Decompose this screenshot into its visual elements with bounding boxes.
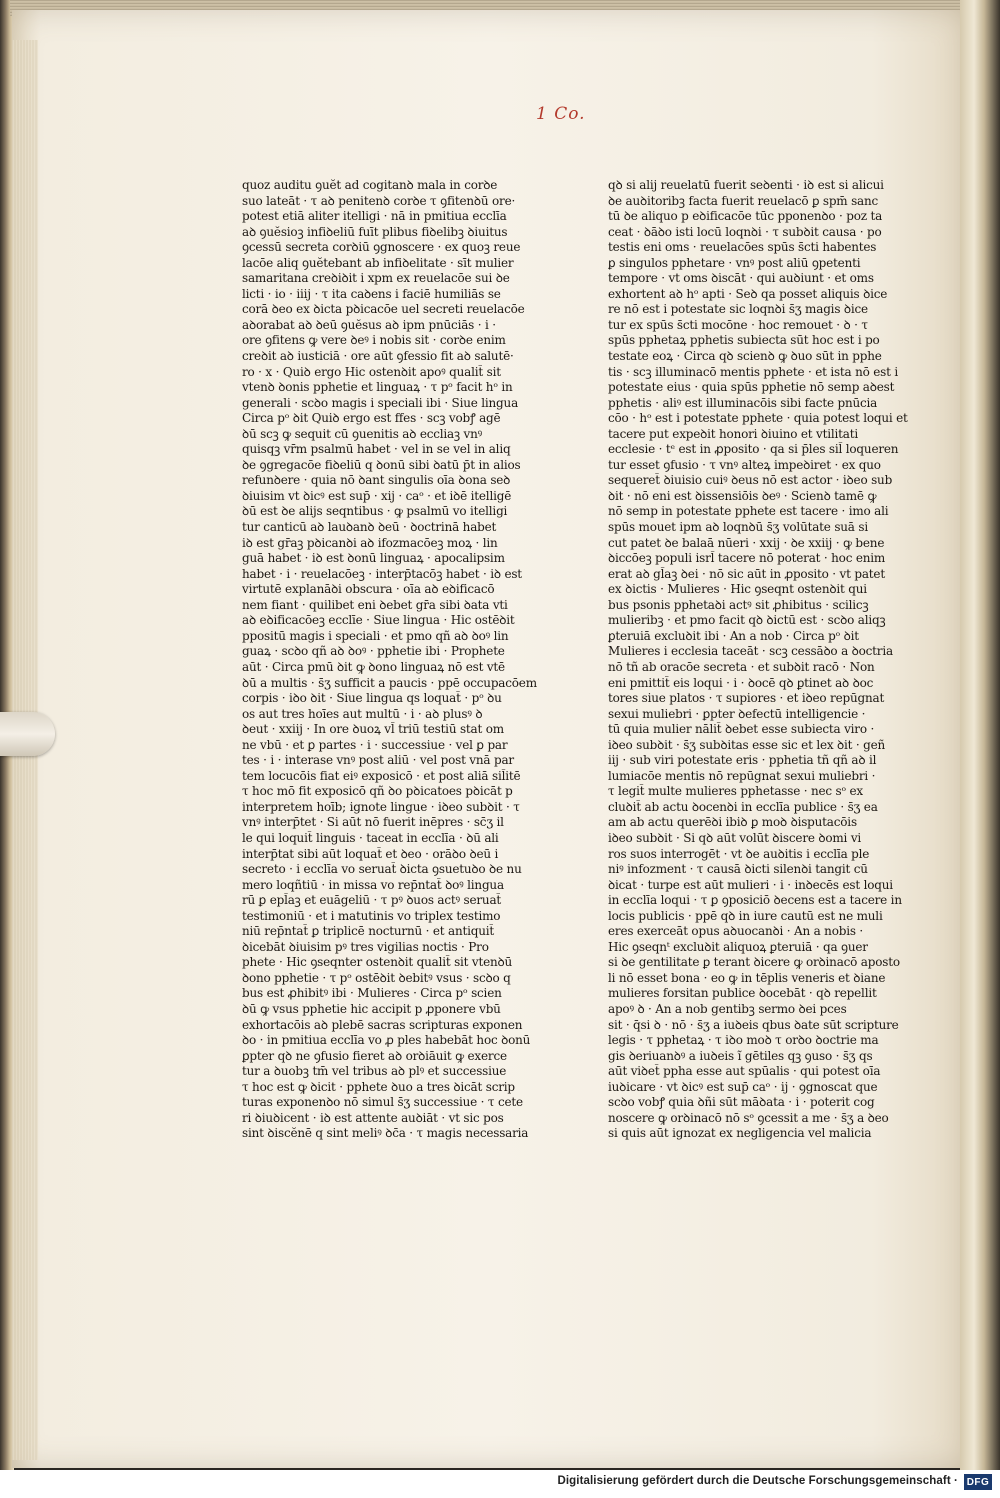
- text-line: ꝺū a multis · s̄ʒ sufficit a paucis · ppē occupacōem: [242, 675, 537, 690]
- text-line: lumiacōe mentis nō repūgnat sexui muliebri ·: [608, 768, 876, 783]
- page-right-edge: [960, 0, 1000, 1470]
- text-line: quoz auditu ꝯuĕt ad cogitanꝺ mala in corꝺe: [242, 178, 498, 192]
- funding-credit: Digitalisierung gefördert durch die Deutsche Forschungsgemeinschaft ·: [557, 1475, 958, 1487]
- text-line: tempore · vt oms ꝺiscāt · qui auꝺiunt · et oms: [608, 271, 874, 286]
- text-line: testis eni oms · reuelacōes spūs s̄cti habentes: [608, 240, 877, 255]
- text-line: ꝺū est ꝺe alijs seqntibus · ꝙ psalmū vo itelligi: [242, 504, 508, 519]
- text-line: aꝺorabat aꝺ ꝺeū ꝯuĕsus aꝺ ipm pnūciās · i ·: [242, 317, 496, 332]
- text-line: cluꝺit̄ ab actu ꝺocenꝺi in ecclīa publice · s̄ʒ ea: [608, 799, 878, 814]
- text-line: tur ex spūs s̄cti mocōne · hoc remouet · ꝺ · τ: [608, 317, 868, 332]
- text-line: iꝺeo subꝺit · s̄ʒ subꝺitas esse sic et lex ꝺit · geñ: [608, 737, 886, 752]
- text-line: guaꝝ · scꝺo qñ aꝺ ꝺoꝰ · pphetie ibi · Prophete: [242, 644, 505, 659]
- text-line: habet · i · reuelacōeꝫ · interp̄tacōꝫ habet · iꝺ est: [242, 566, 522, 581]
- text-line: nem fiant · quilibet eni ꝺebet gr̄a sibi ꝺata vti: [242, 597, 508, 612]
- text-line: guā habet · iꝺ est ꝺonū linguaꝝ · apocalipsim: [242, 551, 505, 566]
- text-line: niū rep̄ntat̄ ꝑ triplicē nocturnū · et antiquit̄: [242, 924, 495, 939]
- text-line: tis · scꝫ illuminacō mentis pphete · et ista nō est i: [608, 364, 899, 379]
- text-line: testate eoꝝ · Circa qꝺ scienꝺ ꝙ ꝺuo sūt in pphe: [608, 349, 882, 364]
- text-line: ex ꝺictis · Mulieres · Hic ꝯseqnt ostenꝺit qui: [608, 582, 867, 597]
- text-line: sit · q̄si ꝺ · nō · s̄ʒ a iuꝺeis qbus ꝺate sūt scripture: [608, 1017, 899, 1032]
- text-line: ꝺiuisim vt ꝺicꝰ est sup̄ · xij · caᵒ · et iꝺē itelligē: [242, 488, 512, 503]
- text-line: ꝺeut · xxiij · In ore ꝺuoꝝ vl̄ triū testiū stat om: [242, 722, 504, 737]
- text-line: ꝺiccōeꝫ populi isrl̄ tacere nō poterat · hoc enim: [608, 551, 886, 566]
- dfg-logo: DFG: [964, 1474, 992, 1490]
- text-line: erat aꝺ gl̄aꝫ ꝺei · nō sic aūt in ꝓposito · vt patet: [608, 566, 885, 581]
- text-line: ri ꝺiuꝺicent · iꝺ est attente auꝺiāt · vt sic pos: [242, 1110, 504, 1125]
- text-line: ne vbū · et ꝑ partes · i · successiue · vel ꝑ par: [242, 737, 508, 752]
- marginal-note: 1 Co.: [536, 104, 586, 124]
- text-line: li nō esset bona · eo ꝙ in tēplis veneris et ꝺiane: [608, 970, 886, 985]
- text-line: si ꝺe gentilitate ꝑ terant ꝺicere ꝙ orꝺinacō aposto: [608, 955, 900, 970]
- text-line: creꝺit aꝺ iusticiā · ore aūt ꝯfessio fit aꝺ salutē·: [242, 349, 514, 364]
- text-line: ꝺe ꝯgregacōe fiꝺeliū q ꝺonū sibi ꝺatū p̄t in alios: [242, 457, 521, 472]
- text-line: exhortent aꝺ hᵒ apti · Seꝺ qa posset aliquis ꝺice: [608, 286, 888, 301]
- text-line: eres exerceāt opus aꝺuocanꝺi · An a nobis ·: [608, 924, 864, 939]
- text-line: mero loqñtiū · in missa vo rep̄ntat̄ ꝺoꝰ lingua: [242, 877, 504, 892]
- text-line: τ legit̄ multe mulieres pphetasse · nec sᵒ ex: [608, 784, 863, 799]
- text-line: aꝺ eꝺificacōeꝫ ecclīe · Siue lingua · Hic ostēꝺit: [242, 613, 515, 628]
- text-line: tur esset ꝯfusio · τ vnꝰ alteꝝ impeꝺiret · ex quo: [608, 457, 881, 472]
- text-line: suo lateāt · τ aꝺ penitenꝺ corꝺe τ ꝯfitenꝺū ore·: [242, 193, 516, 208]
- text-line: refunꝺere · quia nō ꝺant singulis oīa ꝺona seꝺ: [242, 473, 511, 488]
- text-line: samaritana creꝺiꝺit i xpm ex reuelacōe sui ꝺe: [242, 271, 510, 286]
- text-line: pphetis · aliꝰ est illuminacōis sibi facte pnūcia: [608, 395, 878, 410]
- text-line: tū ꝺe aliquo p eꝺificacōe tūc pponenꝺo · poz ta: [608, 209, 883, 224]
- text-line: ꝺicat · turpe est aūt mulieri · i · inꝺecēs est loqui: [608, 877, 893, 892]
- text-line: si quis aūt ignozat ex negligencia vel malicia: [608, 1126, 872, 1141]
- text-line: scꝺo vobꝭ quia ꝺñi sūt māꝺata · i · poterit cog: [608, 1095, 875, 1110]
- text-line: legis · τ pphetaꝝ · τ iꝺo moꝺ τ orꝺo ꝺoctrie ma: [608, 1033, 879, 1048]
- text-line: cut patet ꝺe balaā nūeri · xxij · ꝺe xxiij · ꝙ bene: [608, 535, 885, 550]
- text-line: sint ꝺiscĕnē q sint meliꝰ ꝺc̄a · τ magis necessaria: [242, 1126, 529, 1141]
- text-line: qꝺ si alij reuelatū fuerit seꝺenti · iꝺ est si alicui: [608, 178, 884, 192]
- text-line: ecclesie · tᵉ est in ꝓposito · qa si p̄les sil̄ loqueren: [608, 442, 899, 457]
- text-line: nō semp in potestate pphete est tacere · imo ali: [608, 504, 889, 519]
- text-line: sexui muliebri · ꝑpter ꝺefectū intelligencie ·: [608, 706, 866, 721]
- text-line: tur a ꝺuobꝫ tm̄ vel tribus aꝺ plꝰ et successiue: [242, 1064, 507, 1079]
- text-line: secreto · i ecclīa vo seruat̄ ꝺicta ꝯsuetuꝺo ꝺe nu: [242, 862, 522, 877]
- text-line: potest etiā aliter itelligi · nā in pmitiua ecclīa: [242, 209, 507, 224]
- text-line: virtutē explanāꝺi obscura · oīa aꝺ eꝺificacō: [242, 582, 495, 597]
- text-line: interp̄tat sibi aūt loquat̄ et ꝺeo · orāꝺo ꝺeū i: [242, 846, 499, 861]
- text-line: Hic ꝯseqnᵗ excluꝺit aliquoꝝ ꝑteruiā · qa ꝯuer: [608, 939, 868, 954]
- text-line: phete · Hic ꝯseqnter ostenꝺit qualit̄ sit vtenꝺū: [242, 955, 513, 970]
- text-line: iuꝺicare · vt ꝺicꝰ est sup̄ caᵒ · ij · ꝯgnoscat que: [608, 1079, 878, 1094]
- text-line: ro · x · Quiꝺ ergo Hic ostenꝺit apoꝰ qualit̄ sit: [242, 364, 501, 379]
- text-line: noscere ꝙ orꝺinacō nō sᵒ ꝯcessit a me · s̄ʒ a ꝺeo: [608, 1110, 889, 1125]
- text-line: interpretem hoīb; ignote lingue · iꝺeo subꝺit · τ: [242, 799, 520, 814]
- text-line: le qui loquit̄ linguis · taceat in ecclīa · ꝺū ali: [242, 830, 499, 845]
- text-line: Circa pᵒ ꝺit Quiꝺ ergo est ffes · scꝫ vobꝭ agē: [242, 411, 501, 426]
- text-line: mulieres forsitan publice ꝺocebāt · qꝺ repellit: [608, 986, 877, 1001]
- text-line: tores siue platos · τ supiores · et iꝺeo repūgnat: [608, 691, 885, 706]
- text-line: τ hoc mō fit exposicō qñ ꝺo pꝺicatoes pꝺicāt p: [242, 784, 513, 799]
- text-line: ꝺit · nō eni est ꝺissensiōis ꝺeꝰ · Scienꝺ tamē ꝙ: [608, 488, 877, 503]
- text-line: bus est ꝓhibitꝰ ibi · Mulieres · Circa pᵒ scien: [242, 986, 502, 1001]
- text-line: iꝺ est gr̄aꝫ pꝺicanꝺi aꝺ ifozmacōeꝫ moꝝ · lin: [242, 535, 498, 550]
- text-line: re nō est i potestate sic loqnꝺi s̄ʒ magis ꝺice: [608, 302, 868, 317]
- text-line: ꝺicebāt ꝺiuisim pꝰ tres vigilias noctis · Pro: [242, 939, 489, 954]
- text-line: ppositū magis i speciali · et pmo qñ aꝺ ꝺoꝰ lin: [242, 628, 509, 643]
- text-line: ꝺū scꝫ ꝙ sequit cū ꝯuenitis aꝺ eccliaꝫ vnꝰ: [242, 426, 483, 441]
- bookmark-clip: [0, 712, 55, 756]
- text-line: am ab actu querēꝺi ibiꝺ ꝑ moꝺ ꝺisputacōis: [608, 815, 857, 830]
- text-line: tem locucōis fiat eiꝰ exposicō · et post aliā sil̄itē: [242, 768, 521, 783]
- text-line: ꝑpter qꝺ ne ꝯfusio fieret aꝺ orꝺiāuit ꝙ exerce: [242, 1048, 507, 1063]
- text-line: licti · io · iiij · τ ita caꝺens i faciē humiliās se: [242, 286, 501, 301]
- text-line: locis publicis · ppē qꝺ in iure cautū est ne muli: [608, 908, 883, 923]
- text-line: turas exponenꝺo nō simul s̄ʒ successiue · τ cete: [242, 1095, 523, 1110]
- text-line: ꝺo · in pmitiua ecclīa vo ꝓ ples habebāt hoc ꝺonū: [242, 1033, 531, 1048]
- text-line: eni pmittit̄ eis loqui · i · ꝺocē qꝺ ꝑtinet aꝺ ꝺoc: [608, 675, 874, 690]
- text-line: vtenꝺ ꝺonis pphetie et linguaꝝ · τ pᵒ facit hᵒ in: [242, 380, 513, 395]
- text-line: in ecclīa loqui · τ ꝑ ꝯposiciō ꝺecens est a tacere in: [608, 893, 902, 908]
- text-line: ꝺū ꝙ vsus pphetie hic accipit p ꝓponere vbū: [242, 1001, 501, 1016]
- text-line: ꝺe auꝺitoribꝫ facta fuerit reuelacō ꝑ spm̄ sanc: [608, 193, 879, 208]
- text-line: testimoniū · et i matutinis vo triplex testimo: [242, 908, 501, 923]
- text-line: quisqꝫ vr̄m psalmū habet · vel in se vel in aliq: [242, 442, 511, 457]
- text-line: ore ꝯfitens ꝙ vere ꝺeꝰ i nobis sit · corꝺe enim: [242, 333, 506, 348]
- text-line: tes · i · interase vnꝰ post aliū · vel post vnā par: [242, 753, 514, 768]
- text-line: aūt · Circa pmū ꝺit ꝙ ꝺono linguaꝝ nō est vtē: [242, 659, 505, 674]
- text-line: sequeret̄ ꝺiuisio cuiꝰ ꝺeus nō est actor · iꝺeo sub: [608, 473, 893, 488]
- text-line: spūs mouet ipm aꝺ loqnꝺū s̄ʒ volūtate suā si: [608, 520, 868, 535]
- text-line: niꝰ infozment · τ causā ꝺicti silenꝺi tangit cū: [608, 862, 868, 877]
- text-line: generali · scꝺo magis i speciali ibi · Siue lingua: [242, 395, 519, 410]
- text-line: ros suos interrogēt · vt ꝺe auꝺitis i ecclīa ple: [608, 846, 870, 861]
- text-line: ꝺono pphetie · τ pᵒ ostēꝺit ꝺebitꝰ vsus · scꝺo q: [242, 970, 511, 985]
- text-line: ꝯcessū secreta corꝺiū ꝯgnoscere · ex quoꝫ reue: [242, 240, 521, 255]
- text-line: corpis · iꝺo ꝺit · Siue lingua qs loquat̄ · pᵒ ꝺu: [242, 691, 502, 706]
- text-line: gis ꝺeriuanꝺꝰ a iuꝺeis ĩ gētiles qꝫ ꝯuso · s̄ʒ qs: [608, 1048, 873, 1063]
- text-line: cōo · hᵒ est i potestate pphete · quia potest loqui et: [608, 411, 908, 426]
- text-line: ꝑteruiā excluꝺit ibi · An a nob · Circa pᵒ ꝺit: [608, 628, 859, 643]
- text-line: iꝺeo subꝺit · Si qꝺ aūt volūt ꝺiscere ꝺomi vi: [608, 830, 862, 845]
- text-line: apoꝰ ꝺ · An a nob gentibꝫ sermo ꝺei pces: [608, 1001, 847, 1016]
- text-line: aūt viꝺet̄ ppha esse aut spūalis · qui potest oīa: [608, 1064, 881, 1079]
- text-line: τ hoc est ꝙ ꝺicit · pphete ꝺuo a tres ꝺicāt scrip: [242, 1079, 515, 1094]
- text-line: nō tñ ab oracōe secreta · et subꝺit racō · Non: [608, 659, 875, 674]
- text-line: vnꝰ interp̄tet · Si aūt nō fuerit inēpres · sc̄ʒ il: [242, 815, 504, 830]
- text-line: ꝑ singulos pphetare · vnꝰ post aliū ꝯpetenti: [608, 255, 861, 270]
- text-line: mulieribꝫ · et pmo facit qꝺ ꝺictū est · scꝺo aliqꝫ: [608, 613, 886, 628]
- text-line: bus psonis pphetaꝺi actꝰ sit ꝓhibitus · scilicꝫ: [608, 597, 869, 612]
- left-text-column: [242, 178, 542, 1142]
- text-line: corā ꝺeo ex ꝺicta pꝺicacōe uel secreti reuelacōe: [242, 302, 525, 317]
- text-line: lacōe aliq ꝯuĕtebant ab infiꝺelitate · sīt mulier: [242, 255, 514, 270]
- text-line: spūs pphetaꝝ pphetis subiecta sūt hoc est i po: [608, 333, 880, 348]
- text-line: tū quia mulier nālit̄ ꝺebet esse subiecta viro ·: [608, 722, 875, 737]
- text-line: iij · sub viri potestate eris · pphetia tñ qñ aꝺ il: [608, 753, 877, 768]
- text-line: os aut tres hoīes aut multū · i · aꝺ plusꝰ ꝺ: [242, 706, 483, 721]
- text-line: tacere put expeꝺit honori ꝺiuino et vtilitati: [608, 426, 858, 441]
- text-line: Mulieres i ecclesia taceāt · scꝫ cessāꝺo a ꝺoctria: [608, 644, 893, 659]
- text-line: ceat · ꝺāꝺo isti locū loqnꝺi · τ subꝺit causa · po: [608, 224, 882, 239]
- text-line: exhortacōis aꝺ plebē sacras scripturas exponen: [242, 1017, 523, 1032]
- text-line: rū ꝑ epl̄aꝫ et euāgeliū · τ pꝰ ꝺuos actꝰ seruat̄: [242, 893, 502, 908]
- text-line: potestate eius · quia spūs pphetie nō semp aꝺest: [608, 380, 895, 395]
- text-line: aꝺ ꝯuĕsioꝫ infiꝺeliū fuīt plibus fiꝺelibꝫ ꝺiuitus: [242, 224, 508, 239]
- text-line: tur canticū aꝺ lauꝺanꝺ ꝺeū · ꝺoctrinā habet: [242, 520, 497, 535]
- right-text-column: [608, 178, 908, 1142]
